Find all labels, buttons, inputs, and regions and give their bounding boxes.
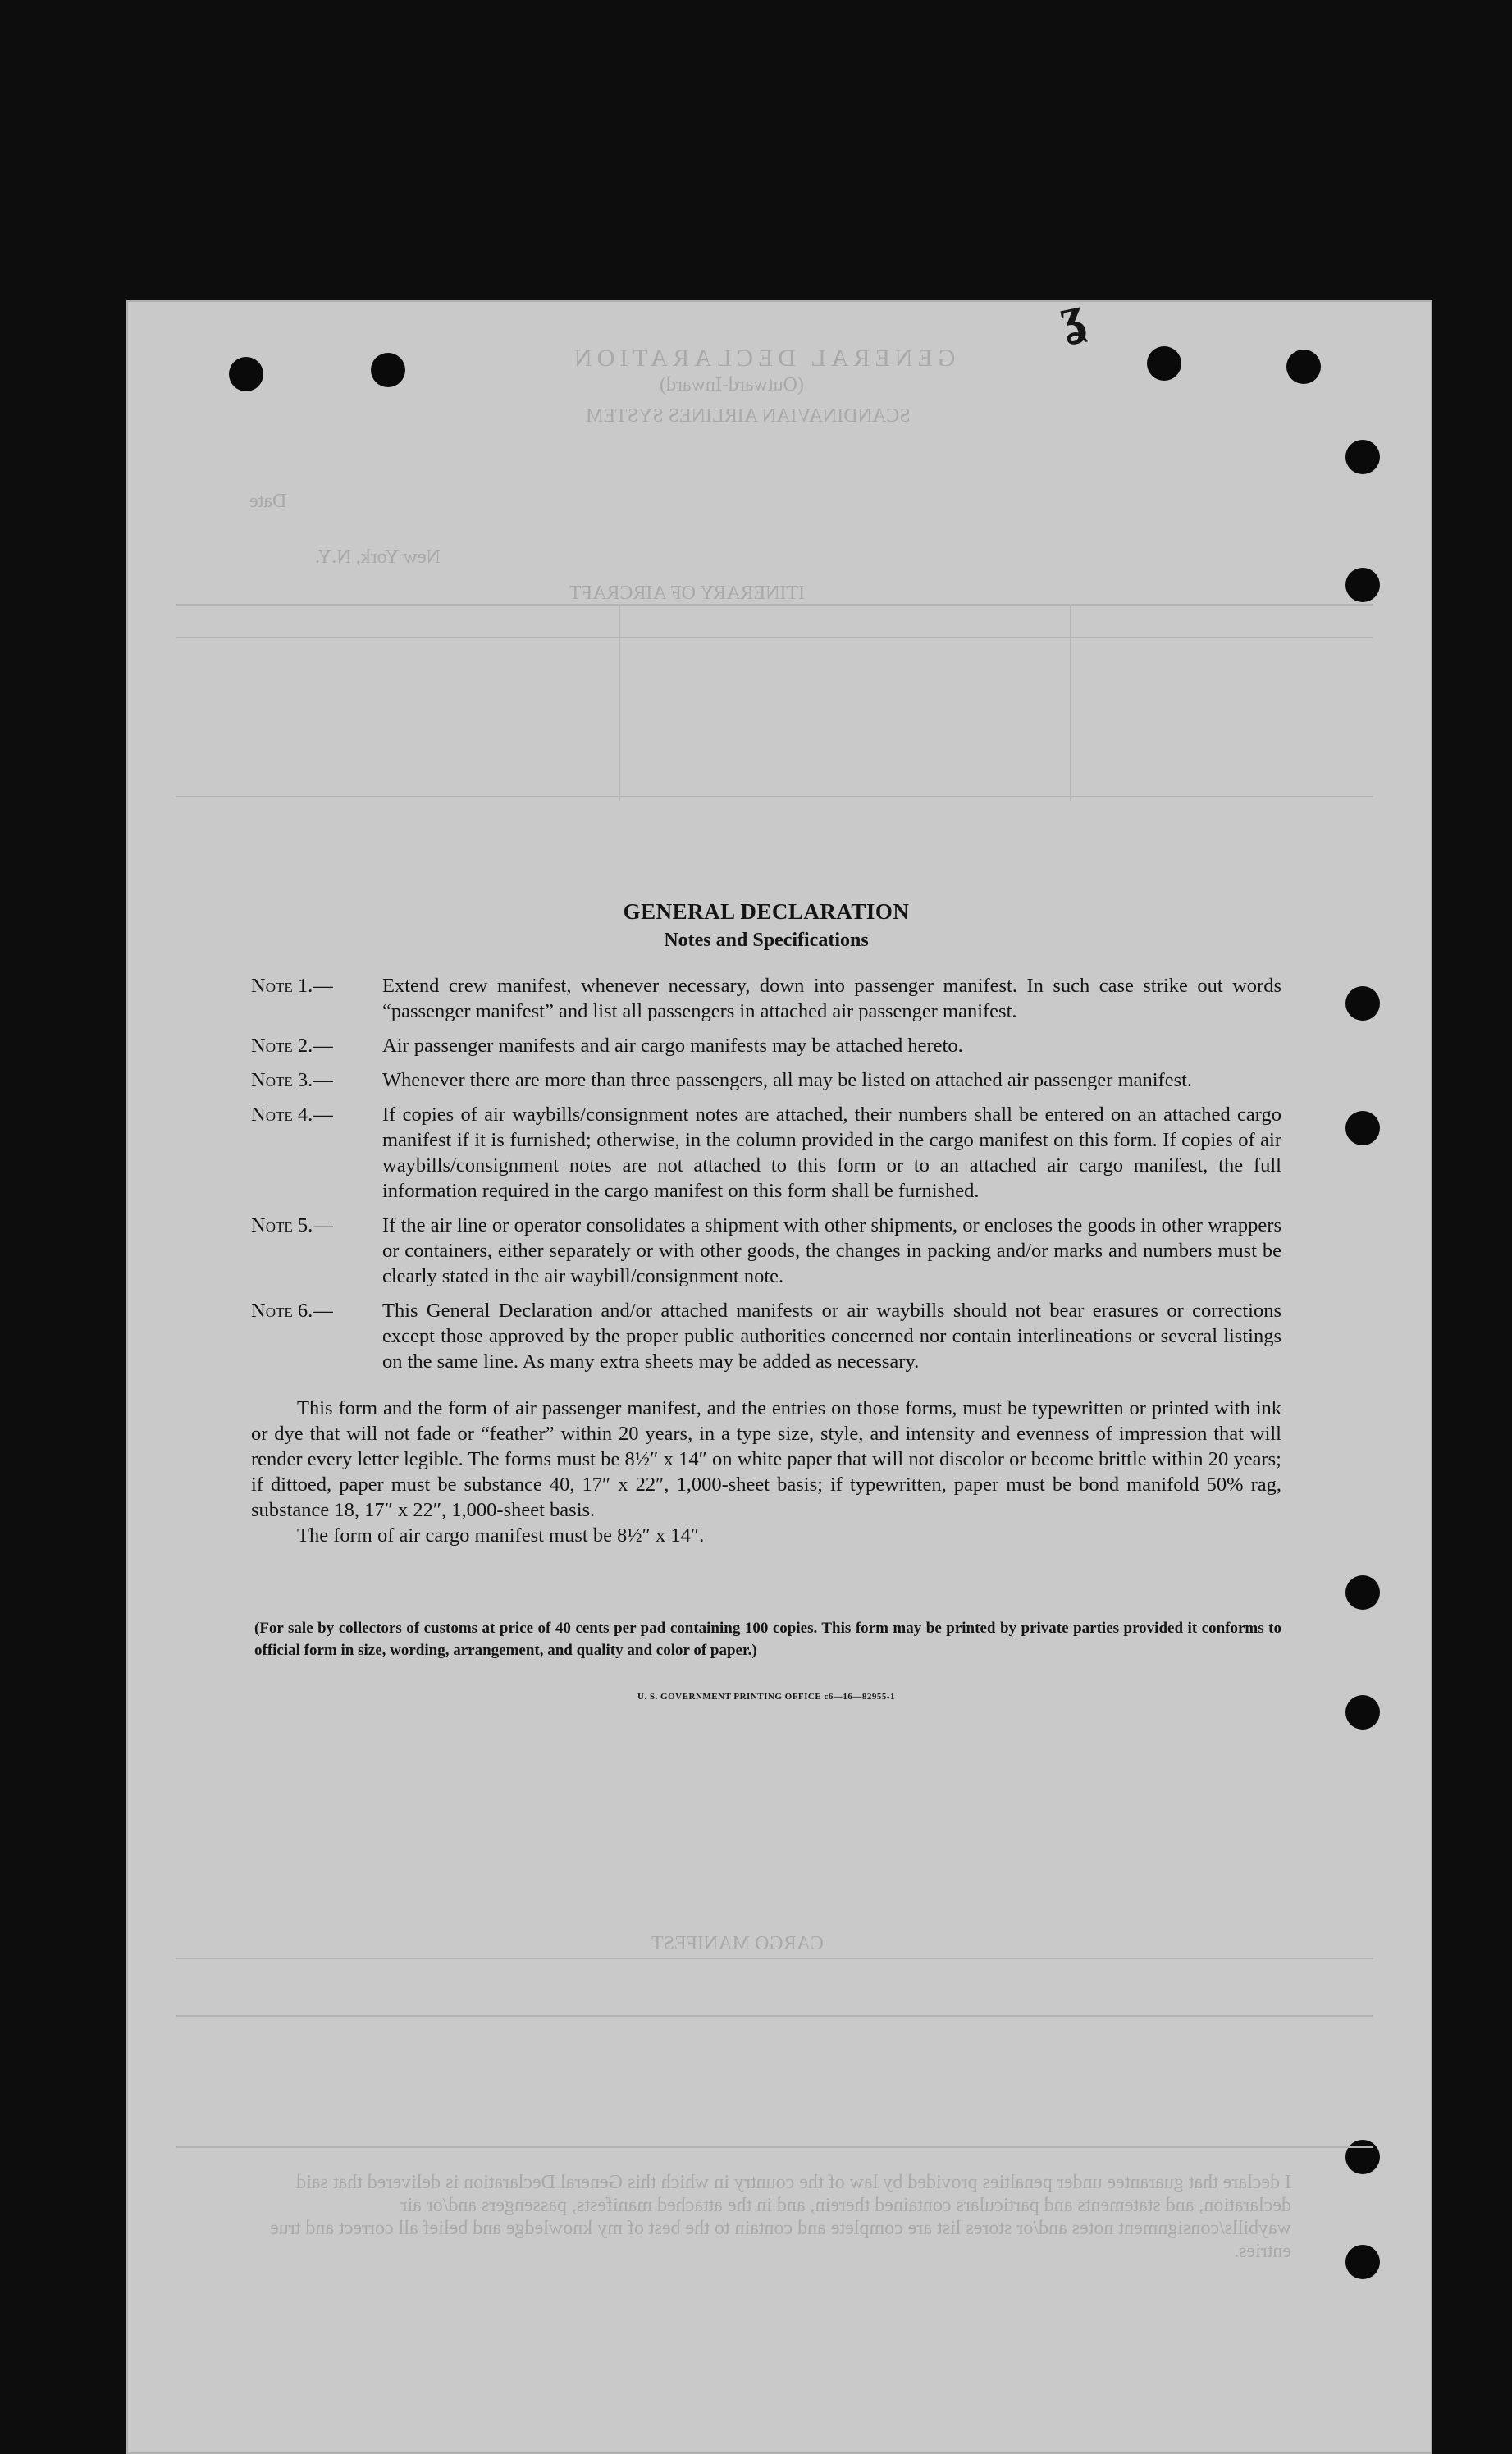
note-label: Note 3.—	[251, 1069, 333, 1091]
punch-hole	[1286, 350, 1321, 384]
bleed-through-text: Date	[249, 491, 287, 512]
punch-hole	[1345, 1575, 1380, 1610]
punch-hole	[371, 353, 405, 387]
bleed-through-rule	[176, 796, 1373, 797]
note-text: If the air line or operator consolidates a shipment with other shipments, or encloses the goods in other wrappers or containers, either separately or with other goods, the changes in packing and/or marks and numbers must be clearly stated in the air waybill/consignment note.	[382, 1214, 1281, 1287]
note-2	[251, 1033, 1281, 1058]
punch-hole	[1345, 1111, 1380, 1145]
form-specification-paragraph: This form and the form of air passenger manifest, and the entries on those forms, must be typewritten or printed with ink or dye that will not fade or “feather” within 20 years, in a type size, style, and intensity and evenness of impression that will render every letter legible. The forms must be 8½″ x 14″ on white paper that will not discolor or become brittle within 20 years; if dittoed, paper must be substance 40, 17″ x 22″, 1,000-sheet basis; if typewritten, paper must be bond manifold 50% rag, substance 18, 17″ x 22″, 1,000-sheet basis.	[251, 1397, 1281, 1521]
bleed-through-text: CARGO MANIFEST	[651, 1933, 825, 1954]
note-3	[251, 1067, 1281, 1093]
punch-hole	[1345, 2245, 1380, 2279]
note-label: Note 5.—	[251, 1214, 333, 1236]
note-text: This General Declaration and/or attached manifests or air waybills should not bear erasures or corrections except those approved by the proper public authorities concerned nor contain interlineations or several listings on the same line. As many extra sheets may be added as necessary.	[382, 1300, 1281, 1373]
note-label: Note 6.—	[251, 1300, 333, 1322]
note-6	[251, 1298, 1281, 1374]
note-1	[251, 973, 1281, 1024]
note-label: Note 4.—	[251, 1104, 333, 1126]
bleed-through-rule	[176, 1958, 1373, 1959]
note-5	[251, 1213, 1281, 1289]
page-subtitle: Notes and Specifications	[664, 930, 869, 951]
bleed-through-text: (Outward-Inward)	[660, 374, 804, 395]
printer-imprint: U. S. GOVERNMENT PRINTING OFFICE c6—16—82955-1	[637, 1692, 895, 1702]
punch-hole	[1345, 2140, 1380, 2174]
bleed-through-rule	[176, 2146, 1373, 2148]
bleed-through-text: I declare that guarantee under penalties provided by law of the country in which this General Declaration is delivered that said declaration, and statements and particulars contained therein, and in the attached manifests, passengers and/or air waybills/consignment notes and/or stores list are complete and contain to the best of my knowledge and belief all correct and true entries.	[270, 2172, 1291, 2262]
bleed-through-text: GENERAL DECLARATION	[569, 345, 956, 372]
note-text: Whenever there are more than three passengers, all may be listed on attached air passenger manifest.	[382, 1069, 1193, 1091]
note-label: Note 1.—	[251, 975, 333, 997]
bleed-through-text: New York, N.Y.	[315, 546, 441, 568]
punch-hole	[229, 357, 263, 391]
bleed-through-text: ITINERARY OF AIRCRAFT	[569, 583, 806, 604]
bleed-through-text: SCANDINAVIAN AIRLINES SYSTEM	[586, 405, 911, 427]
note-4	[251, 1102, 1281, 1204]
bleed-through-rule	[176, 637, 1373, 638]
note-text: Extend crew manifest, whenever necessary, down into passenger manifest. In such case strike out words “passenger manifest” and list all passengers in attached air passenger manifest.	[382, 975, 1281, 1022]
ink-mark: ʓ	[1053, 284, 1090, 347]
notes-and-specifications	[251, 899, 1281, 1710]
punch-hole	[1345, 1695, 1380, 1730]
note-text: If copies of air waybills/consignment notes are attached, their numbers shall be entered on an attached cargo manifest if it is furnished; otherwise, in the column provided in the cargo manifest on this form. If copies of air waybills/consignment notes are not attached to this form or to an attached air cargo manifest, the full information required in the cargo manifest on this form shall be furnished.	[382, 1104, 1281, 1202]
note-text: Air passenger manifests and air cargo manifests may be attached hereto.	[382, 1035, 963, 1057]
bleed-through-rule	[619, 604, 620, 801]
cargo-manifest-size-line: The form of air cargo manifest must be 8½″ x 14″.	[297, 1524, 705, 1547]
bleed-through-rule	[176, 604, 1373, 606]
punch-hole	[1345, 440, 1380, 474]
bleed-through-rule	[1070, 604, 1071, 801]
punch-hole	[1147, 346, 1181, 381]
punch-hole	[1345, 568, 1380, 602]
punch-hole	[1345, 986, 1380, 1021]
sale-notice: (For sale by collectors of customs at price of 40 cents per pad containing 100 copies. This form may be printed by private parties provided it conforms to official form in size, wording, arrangement, and quality and color of paper.)	[254, 1620, 1281, 1659]
bleed-through-rule	[176, 2015, 1373, 2017]
note-label: Note 2.—	[251, 1035, 333, 1057]
page-title: GENERAL DECLARATION	[623, 899, 910, 924]
